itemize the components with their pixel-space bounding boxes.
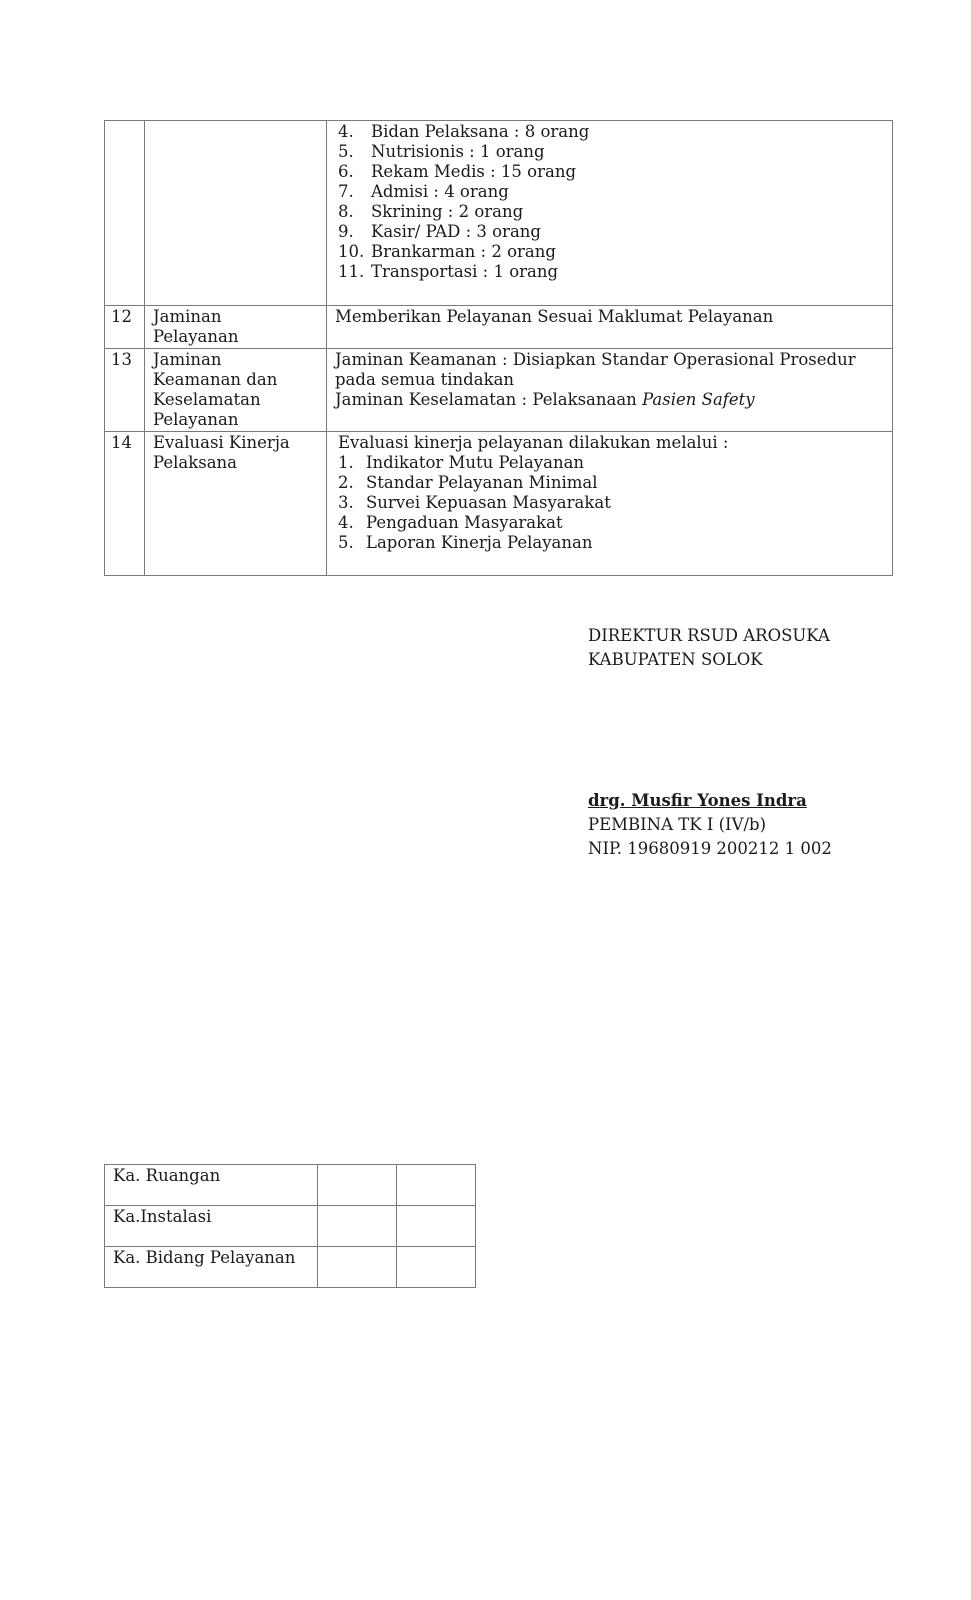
list-item: 11. Transportasi : 1 orang bbox=[338, 262, 559, 281]
component-cell: Jaminan Pelayanan bbox=[145, 306, 327, 349]
paraf-table bbox=[104, 1164, 476, 1288]
paraf-box bbox=[318, 1165, 397, 1206]
table-row bbox=[105, 349, 893, 432]
paraf-box bbox=[318, 1206, 397, 1247]
table-row bbox=[105, 306, 893, 349]
signatory-name: drg. Musfir Yones Indra bbox=[588, 791, 807, 810]
list-item: 6. Rekam Medis : 15 orang bbox=[338, 162, 577, 181]
component-cell bbox=[145, 121, 327, 306]
list-item: 4. Pengaduan Masyarakat bbox=[338, 513, 563, 532]
service-standard-table bbox=[104, 120, 893, 576]
table-row bbox=[105, 432, 893, 576]
paraf-label: Ka. Bidang Pelayanan bbox=[105, 1247, 318, 1288]
row-number-cell bbox=[105, 121, 145, 306]
row-number-cell: 14 bbox=[105, 432, 145, 576]
list-item: 5. Laporan Kinerja Pelayanan bbox=[338, 533, 593, 552]
list-item: 2. Standar Pelayanan Minimal bbox=[338, 473, 598, 492]
table-row bbox=[105, 121, 893, 306]
paraf-box bbox=[318, 1247, 397, 1288]
list-item: 3. Survei Kepuasan Masyarakat bbox=[338, 493, 611, 512]
table-row bbox=[105, 1165, 476, 1206]
description-cell: Evaluasi kinerja pelayanan dilakukan melalui : 1. Indikator Mutu Pelayanan 2. Standar Pelayanan Minimal 3. Survei Kepuasan Masyarakat 4. Pengaduan Masyarakat 5. Laporan Kinerja Pelayanan bbox=[327, 432, 893, 576]
list-item: 4. Bidan Pelaksana : 8 orang bbox=[338, 122, 590, 141]
description-cell: Jaminan Keamanan : Disiapkan Standar Operasional Prosedur pada semua tindakan Jaminan Keselamatan : Pelaksanaan Pasien Safety bbox=[327, 349, 893, 432]
list-item: 1. Indikator Mutu Pelayanan bbox=[338, 453, 585, 472]
evaluation-list bbox=[335, 453, 888, 553]
safety-line: Jaminan Keselamatan : Pelaksanaan Pasien Safety bbox=[335, 390, 755, 409]
table-row bbox=[105, 1206, 476, 1247]
paraf-box bbox=[397, 1206, 476, 1247]
paraf-label: Ka. Ruangan bbox=[105, 1165, 318, 1206]
table-row bbox=[105, 1247, 476, 1288]
list-item: 8. Skrining : 2 orang bbox=[338, 202, 524, 221]
row-number-cell: 12 bbox=[105, 306, 145, 349]
description-cell: Memberikan Pelayanan Sesuai Maklumat Pelayanan bbox=[327, 306, 893, 349]
component-cell: Evaluasi Kinerja Pelaksana bbox=[145, 432, 327, 576]
row-number-cell: 13 bbox=[105, 349, 145, 432]
paraf-label: Ka.Instalasi bbox=[105, 1206, 318, 1247]
paraf-box bbox=[397, 1247, 476, 1288]
signature-title bbox=[588, 624, 928, 672]
paraf-box bbox=[397, 1165, 476, 1206]
description-cell bbox=[327, 121, 893, 306]
list-item: 5. Nutrisionis : 1 orang bbox=[338, 142, 545, 161]
staff-list bbox=[335, 122, 888, 282]
list-item: 9. Kasir/ PAD : 3 orang bbox=[338, 222, 541, 241]
signatory-rank: PEMBINA TK I (IV/b) bbox=[588, 815, 767, 834]
list-item: 7. Admisi : 4 orang bbox=[338, 182, 509, 201]
component-cell: Jaminan Keamanan dan Keselamatan Pelayanan bbox=[145, 349, 327, 432]
signatory-nip: NIP. 19680919 200212 1 002 bbox=[588, 839, 832, 858]
signature-title-line: DIREKTUR RSUD AROSUKA bbox=[588, 626, 830, 645]
list-item: 10. Brankarman : 2 orang bbox=[338, 242, 556, 261]
signature-title-line: KABUPATEN SOLOK bbox=[588, 650, 763, 669]
